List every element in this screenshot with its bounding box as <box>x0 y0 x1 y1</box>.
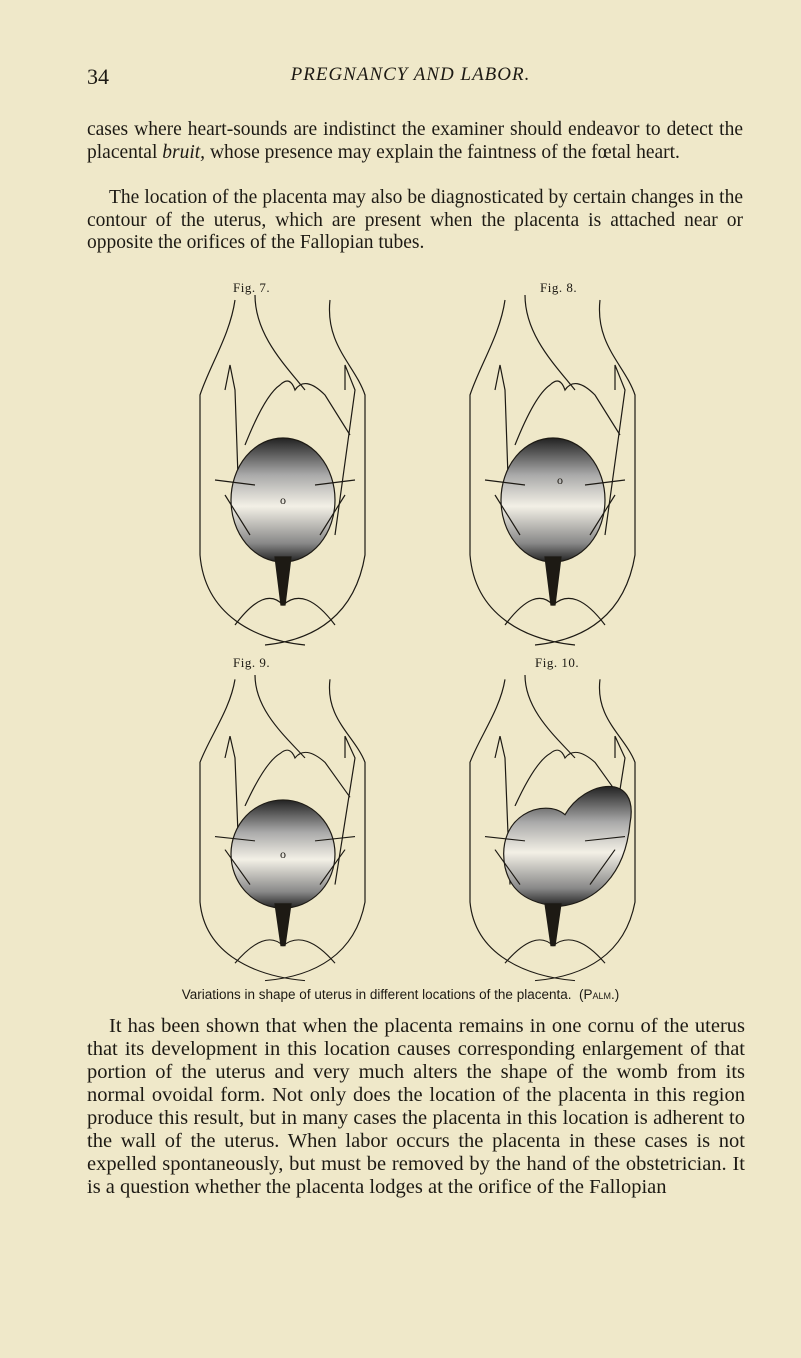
caption-text: Variations in shape of uterus in different locations of the placenta. <box>181 987 572 1002</box>
fig-8-label: Fig. 8. <box>540 280 578 295</box>
paragraph-2: The location of the placenta may also be diagnosticated by certain changes in the contour of the uterus, which are present when the placenta is attached near or opposite the orifices of the Fallopian tubes. <box>87 187 743 253</box>
figure-10-illustration <box>465 675 665 985</box>
fig-7-label: Fig. 7. <box>233 280 271 295</box>
text: cases where heart-sounds are indistinct the examiner should endeavor to detect the placental <box>87 119 743 163</box>
fundus-outline <box>245 750 350 806</box>
pelvis-inner-left <box>525 295 575 390</box>
placenta-marker: o <box>557 473 563 487</box>
cervix <box>545 904 561 946</box>
figure-9-illustration <box>195 675 375 985</box>
page-number: 34 <box>87 64 109 89</box>
pelvis-drawing <box>200 675 365 981</box>
pelvis-inner-left <box>255 675 305 758</box>
pelvis-inner-left <box>525 675 575 758</box>
pelvis-drawing <box>470 675 635 981</box>
pelvis-drawing <box>200 295 365 645</box>
pelvis-inner-left <box>255 295 305 390</box>
fig-10-label: Fig. 10. <box>535 655 580 670</box>
placenta-marker: o <box>280 493 286 507</box>
paragraph-1 <box>87 119 743 164</box>
figure-7-illustration <box>195 295 375 650</box>
paragraph-3: It has been shown that when the placenta remains in one cornu of the uterus that its development in this location causes corresponding enlargement of that portion of the uterus and very much alters the shape of the womb from its normal ovoidal form. Not only does the location of the placenta in this region produce this result, but in many cases the placenta in this location is adherent to the wall of the uterus. When labor occurs the placenta in these cases is not expelled spontaneously, but must be removed by the hand of the obstetrician. It is a question whether the placenta lodges at the orifice of the Fallopian <box>87 1015 745 1198</box>
figure-caption <box>0 987 801 1002</box>
text: whose presence may explain the faintness of the fœtal heart. <box>205 141 680 163</box>
uterus-enlarged-cornu <box>504 786 632 906</box>
uterus-body <box>501 438 605 562</box>
caption-source: (Palm.) <box>579 987 620 1002</box>
running-title: PREGNANCY AND LABOR. <box>290 64 531 85</box>
fundus-outline <box>245 381 350 445</box>
cervix <box>275 904 291 946</box>
fundus-outline <box>515 381 620 445</box>
figure-8-illustration <box>465 295 645 650</box>
italic-term: bruit, <box>162 141 206 163</box>
cervix <box>275 557 291 605</box>
pelvis-drawing <box>470 295 635 645</box>
placenta-marker: o <box>280 847 286 862</box>
fig-9-label: Fig. 9. <box>233 655 271 670</box>
cervix <box>545 557 561 605</box>
